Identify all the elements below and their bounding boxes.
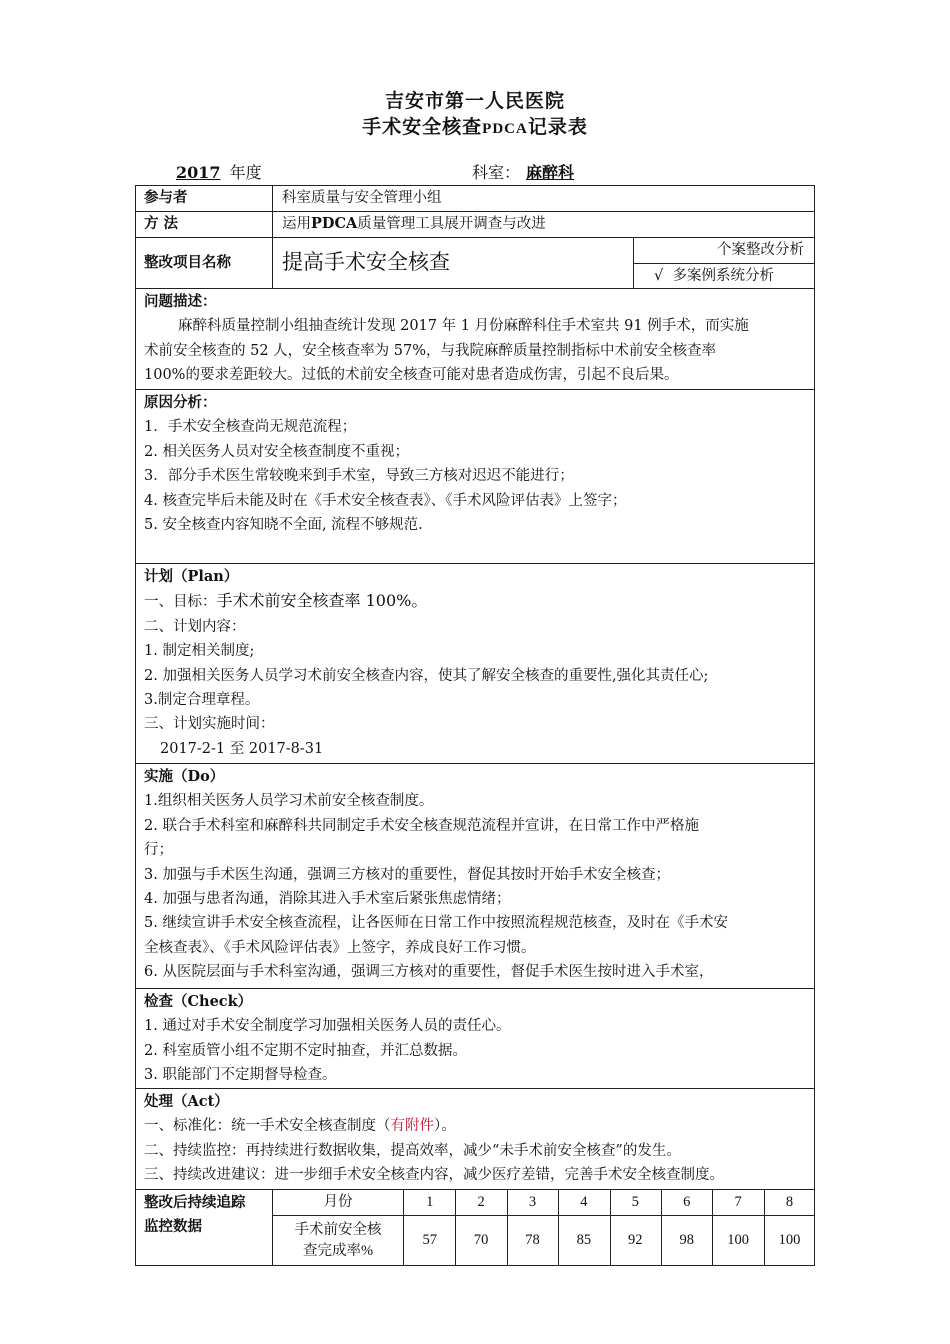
rate-cell: 57 [422, 1232, 437, 1248]
problem-section: 问题描述： 麻醉科质量控制小组抽查统计发现 2017 年 1 月份麻醉科住手术室共 91 例手术，而实施 术前安全核查的 52 人，安全核查率为 57%，与我院麻醉质量控制指标中术前安全核查率 100%的要求差距较大。过低的术前安全核查可能对患者造成伤害，引起不良后果。 [136, 290, 814, 388]
problem-heading: 问题描述： [144, 293, 217, 310]
option-single-case: 个案整改分析 [717, 242, 804, 258]
participants-label: 参与者 [144, 189, 188, 206]
rate-cell: 70 [473, 1232, 489, 1248]
check-heading: 检查（Check） [144, 993, 253, 1010]
participants-value: 科室质量与安全管理小组 [282, 190, 442, 206]
month-cell: 3 [528, 1194, 537, 1210]
month-label: 月份 [323, 1194, 353, 1210]
year-value: 2017 [176, 163, 221, 182]
month-cell: 6 [683, 1194, 691, 1210]
year-field [172, 160, 262, 183]
project-value: 提高手术安全核查 [282, 250, 450, 274]
method-value: 运用PDCA质量管理工具展开调查与改进 [282, 215, 546, 232]
rate-label: 手术前安全核 查完成率% [294, 1222, 382, 1259]
month-cell: 5 [631, 1194, 639, 1210]
rate-cell: 100 [778, 1232, 801, 1248]
month-cell: 4 [580, 1194, 588, 1210]
plan-goal: 手术术前安全核查率 100%。 [216, 591, 428, 611]
project-label: 整改项目名称 [144, 254, 231, 271]
attachment-note: 有附件 [390, 1118, 434, 1135]
rate-cell: 78 [525, 1232, 540, 1248]
do-heading: 实施（Do） [144, 768, 225, 785]
plan-section: 计划（Plan） 一、目标：手术术前安全核查率 100%。 二、计划内容： 1. 制定相关制度; 2. 加强相关医务人员学习术前安全核查内容，使其了解安全核查的重要性,强化其责任心; 3.制定合理章程。 三、计划实施时间： 2017-2-1 至 2017-8-31 [136, 565, 814, 761]
hospital-name: 吉安市第一人民医院 [384, 90, 565, 112]
act-heading: 处理（Act） [144, 1093, 229, 1110]
check-section: 检查（Check） 1. 通过对手术安全制度学习加强相关医务人员的责任心。 2. 科室质管小组不定期不定时抽查，并汇总数据。 3. 职能部门不定期督导检查。 [136, 990, 814, 1088]
month-cell: 2 [477, 1194, 485, 1210]
form-title: 手术安全核查PDCA记录表 [362, 116, 588, 138]
tracking-label: 整改后持续追踪 监控数据 [144, 1194, 246, 1235]
check-icon: √ [654, 268, 664, 284]
month-cell: 8 [785, 1194, 794, 1210]
rate-cell: 85 [576, 1232, 592, 1248]
cause-heading: 原因分析： [144, 394, 217, 411]
rate-cell: 100 [727, 1232, 749, 1248]
dept-label: 科室： [472, 163, 521, 182]
option-multi-case: √ 多案例系统分析 [654, 268, 774, 284]
act-section: 处理（Act） 一、标准化：统一手术安全核查制度（有附件）。 二、持续监控：再持续进行数据收集，提高效率，减少“未手术前安全核查”的发生。 三、持续改进建议：进一步细手术安全核查内容，减少医疗差错，完善手术安全核查制度。 [136, 1090, 814, 1188]
dept-value: 麻醉科 [526, 163, 575, 182]
month-cell: 1 [426, 1194, 434, 1210]
method-label: 方 法 [144, 215, 179, 232]
cause-section: 原因分析： 1．手术安全核查尚无规范流程； 2. 相关医务人员对安全核查制度不重视； 3．部分手术医生常较晚来到手术室，导致三方核对迟迟不能进行； 4. 核查完毕后未能及时在《手术安全核查表》、《手术风险评估表》上签字； 5. 安全核查内容知晓不全面, 流程不够规范. [136, 391, 814, 537]
dept-field [472, 160, 580, 183]
pdca-form [135, 185, 815, 1266]
rate-cell: 92 [628, 1232, 643, 1248]
month-cell: 7 [734, 1194, 742, 1210]
year-label: 年度 [229, 163, 262, 182]
plan-heading: 计划（Plan） [144, 568, 239, 585]
do-section: 实施（Do） 1.组织相关医务人员学习术前安全核查制度。 2. 联合手术科室和麻醉科共同制定手术安全核查规范流程并宣讲，在日常工作中严格施 行； 3. 加强与手术医生沟通，强调三方核对的重要性，督促其按时开始手术安全核查； 4. 加强与患者沟通，消除其进入手术室后紧张焦虑情绪； 5. 继续宣讲手术安全核查流程，让各医师在日常工作中按照流程规范核查，及时在《手术安 全核查表》、《手术风险评估表》上签字，养成良好工作习惯。 6. 从医院层面与手术科室沟通，强调三方核对的重要性，督促手术医生按时进入手术室， [136, 765, 814, 985]
rate-cell: 98 [679, 1232, 694, 1248]
